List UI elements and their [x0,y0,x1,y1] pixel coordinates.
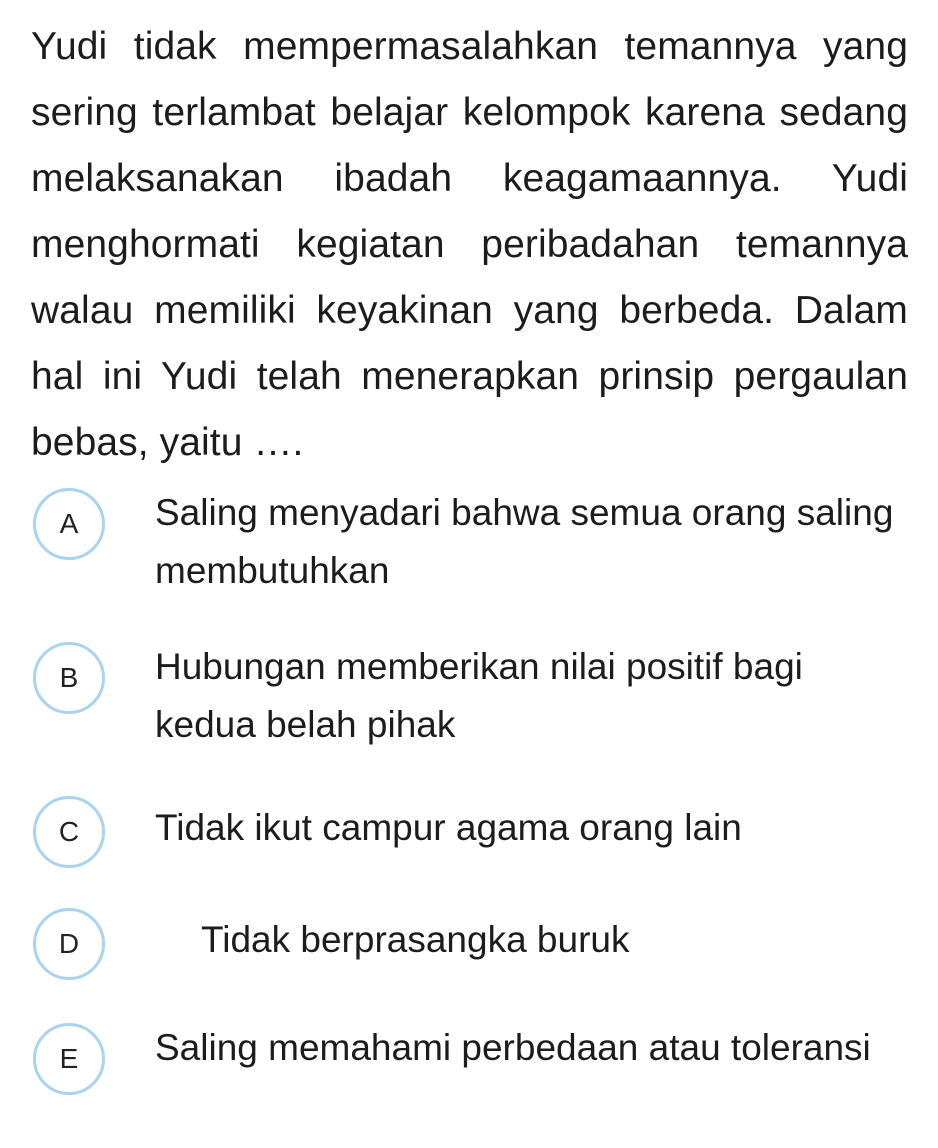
option-e[interactable] [33,1023,913,1133]
option-b-badge[interactable]: B [33,642,105,714]
option-a[interactable] [33,488,913,598]
option-a-badge[interactable]: A [33,488,105,560]
option-d[interactable] [33,908,913,1018]
option-d-text[interactable]: Tidak berprasangka buruk [201,919,630,960]
option-e-badge[interactable]: E [33,1023,105,1095]
option-d-badge[interactable]: D [33,908,105,980]
question-text: Yudi tidak mempermasalahkan temannya yang sering terlambat belajar kelompok karena sedang melaksanakan ibadah keagamaannya. Yudi menghormati kegiatan peribadahan temannya walau memiliki keyakinan yang berbeda. Dalam hal ini Yudi telah menerapkan prinsip pergaulan bebas, yaitu …. [31,25,908,464]
option-c-badge[interactable]: C [33,796,105,868]
option-b-text[interactable]: Hubungan memberikan nilai positif bagi kedua belah pihak [155,646,803,745]
option-c-text[interactable]: Tidak ikut campur agama orang lain [155,807,742,848]
option-e-text[interactable]: Saling memahami perbedaan atau toleransi [155,1027,871,1068]
option-a-text[interactable]: Saling menyadari bahwa semua orang saling membutuhkan [155,492,894,591]
option-b[interactable] [33,642,913,752]
option-c[interactable] [33,796,913,906]
